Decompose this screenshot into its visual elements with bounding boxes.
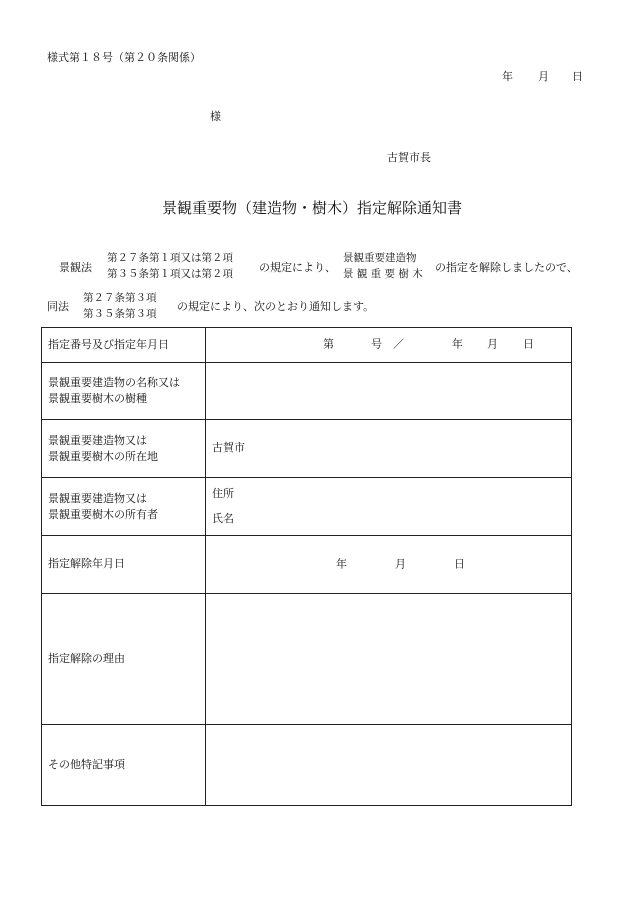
designation-number-field[interactable]	[206, 328, 572, 363]
designation-year: 年	[452, 337, 463, 351]
release-reason-field[interactable]	[206, 594, 572, 725]
owner-name-label: 氏名	[212, 511, 234, 525]
building-name-label-line2: 景観重要樹木の樹種	[48, 392, 147, 405]
location-value: 古賀市	[212, 441, 245, 455]
phrase-3: の規定により、次のとおり通知します。	[177, 300, 375, 313]
owner-address-label: 住所	[212, 487, 234, 501]
designation-number-label: 指定番号及び指定年月日	[42, 328, 206, 363]
article-1: 第２７条第１項又は第２項	[107, 252, 233, 264]
issuer: 古賀市長	[387, 151, 431, 164]
building-name-label	[42, 363, 206, 420]
law-name: 景観法	[59, 261, 92, 274]
location-label	[42, 420, 206, 478]
owner-label-line1: 景観重要建造物又は	[48, 491, 147, 505]
object-2: 景 観 重 要 樹 木	[343, 268, 423, 280]
release-month: 月	[395, 557, 406, 571]
table-row-owner	[42, 478, 572, 536]
same-law: 同法	[47, 300, 69, 313]
owner-label	[42, 478, 206, 536]
owner-label-line2: 景観重要樹木の所有者	[48, 507, 158, 521]
table-row-remarks	[42, 725, 572, 806]
release-year: 年	[336, 557, 347, 571]
release-date-field[interactable]	[206, 536, 572, 594]
addressee-suffix: 様	[210, 110, 221, 123]
designation-day: 日	[523, 337, 534, 351]
building-name-label-line1: 景観重要建造物の名称又は	[48, 376, 180, 390]
number-slash: ／	[393, 337, 404, 351]
article-2: 第３５条第１項又は第２項	[107, 268, 233, 280]
location-label-line1: 景観重要建造物又は	[48, 433, 147, 447]
location-label-line2: 景観重要樹木の所在地	[48, 449, 158, 463]
page-title: 景観重要物（建造物・樹木）指定解除通知書	[162, 199, 463, 217]
table-row-building-name	[42, 363, 572, 420]
date-year: 年	[502, 70, 513, 83]
object-1: 景観重要建造物	[343, 252, 417, 264]
date-day: 日	[572, 70, 583, 83]
table-row-location	[42, 420, 572, 478]
release-reason-label: 指定解除の理由	[42, 594, 206, 725]
remarks-label: その他特記事項	[42, 725, 206, 806]
table-row-designation-number	[42, 328, 572, 363]
date-month: 月	[538, 70, 549, 83]
location-field[interactable]	[206, 420, 572, 478]
release-day: 日	[454, 557, 465, 571]
designation-month: 月	[487, 337, 498, 351]
owner-field[interactable]	[206, 478, 572, 536]
notice-form-table	[41, 327, 572, 806]
table-row-release-date	[42, 536, 572, 594]
table-row-release-reason	[42, 594, 572, 725]
number-go: 号	[371, 337, 382, 351]
remarks-field[interactable]	[206, 725, 572, 806]
number-dai: 第	[323, 337, 334, 351]
article-4: 第３５条第３項	[83, 308, 157, 320]
building-name-field[interactable]	[206, 363, 572, 420]
phrase-2: の指定を解除しましたので、	[435, 261, 578, 274]
form-number: 様式第１８号（第２０条関係）	[47, 51, 201, 64]
release-date-label: 指定解除年月日	[42, 536, 206, 594]
phrase-1: の規定により、	[259, 261, 336, 274]
article-3: 第２７条第３項	[83, 292, 157, 304]
